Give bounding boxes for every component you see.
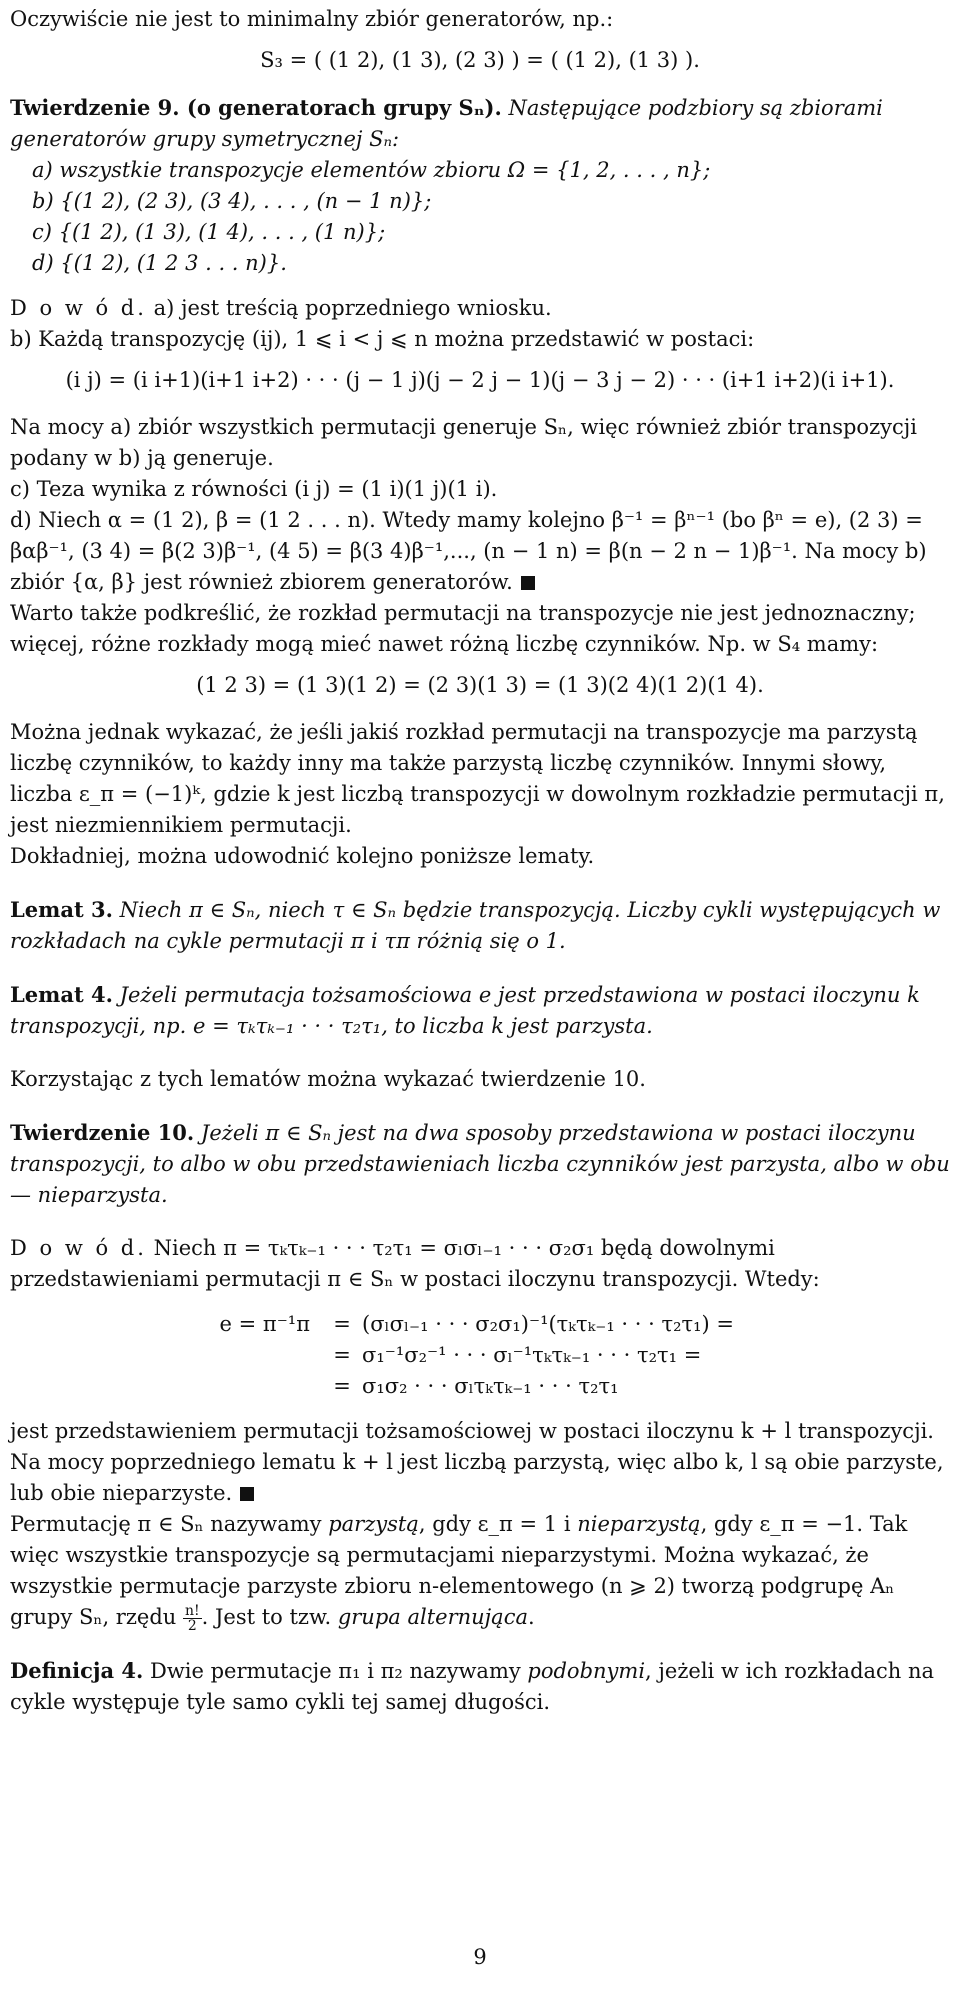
equation-s4: (1 2 3) = (1 3)(1 2) = (2 3)(1 3) = (1 3)(2 4)(1 2)(1 4). [196,673,764,697]
lemma-3 [10,894,950,957]
theorem-9 [10,92,950,155]
lemma-4-text: Jeżeli permutacja tożsamościowa e jest przedstawiona w postaci iloczynu k transpozycji, np. e = τₖτₖ₋₁ · · · τ₂τ₁, to liczba k jest parzysta. [10,983,920,1038]
remark-text: Warto także podkreślić, że rozkład permutacji na transpozycje nie jest jednoznaczny; więcej, różne rozkłady mogą mieć nawet różną liczbę czynników. Np. w S₄ mamy: [10,601,916,656]
fraction-denominator: 2 [187,1618,197,1634]
equation-row [160,1309,950,1340]
equals-sign: = [333,1343,351,1367]
proof-2-equation-array [160,1309,950,1402]
proof-1-line-a [10,293,950,324]
alternating-group-term: grupa alternująca [337,1605,528,1629]
theorem-9-item-d: d) {(1 2), (1 2 3 . . . n)}. [32,251,287,275]
proof-2 [10,1233,950,1295]
fraction-numerator: n! [184,1603,200,1619]
theorem-9-item-a: a) wszystkie transpozycje elementów zbioru Ω = {1, 2, . . . , n}; [32,158,711,182]
proof-2-label: D o w ó d. [10,1236,147,1260]
theorem-9-text: Następujące podzbiory są zbiorami generatorów grupy symetrycznej Sₙ: [10,96,883,151]
definition-4-text: Dwie permutacje π₁ i π₂ nazywamy [143,1659,528,1683]
lemma-3-text: Niech π ∈ Sₙ, niech τ ∈ Sₙ będzie transpozycją. Liczby cykli występujących w rozkładach na cykle permutacji π i τπ różnią się o 1. [10,898,941,953]
order-fraction [183,1604,202,1633]
parity-definition [10,1509,950,1633]
definition-4 [10,1655,950,1718]
parity-def-text: , gdy ε_π = 1 i [418,1512,578,1536]
page-number: 9 [473,1945,487,1969]
parity-def-text: . Jest to tzw. [201,1605,338,1629]
equation-lhs: e = π⁻¹π [219,1312,310,1336]
parity-def-text: , gdy ε_π = −1. Tak więc wszystkie transpozycje są permutacjami nieparzystymi. Można wykazać, że wszystkie permutacje parzyste zbioru n-elementowego (n ⩾ 2) tworzą podgrupę Aₙ grupy Sₙ, rzędu [10,1512,908,1629]
proof-2-after [10,1416,950,1509]
lemma-4 [10,979,950,1042]
parity-def-text: Permutację π ∈ Sₙ nazywamy [10,1512,329,1536]
parity-def-text: . [527,1605,535,1629]
theorem-10-label: Twierdzenie 10. [10,1120,195,1145]
theorem-9-label: Twierdzenie 9. (o generatorach grupy Sₙ). [10,95,502,120]
proof-2-after-text: jest przedstawieniem permutacji tożsamościowej w postaci iloczynu k + l transpozycji. Na mocy poprzedniego lematu k + l jest liczbą parzystą, więc albo k, l są obie parzyste, lub obie nieparzyste. [10,1419,944,1505]
lemma-4-label: Lemat 4. [10,982,113,1007]
equals-sign: = [333,1312,351,1336]
odd-term: nieparzystą [577,1512,701,1536]
proof-1-line-d [10,505,950,598]
parity-paragraph: Można jednak wykazać, że jeśli jakiś rozkład permutacji na transpozycje ma parzystą liczbę czynników, to każdy inny ma także parzystą liczbę czynników. Innymi słowy, liczba ε_π = (−1)ᵏ, gdzie k jest liczbą transpozycji w dowolnym rozkładzie permutacji π, jest niezmiennikiem permutacji. [10,720,945,837]
equation-rhs: σ₁⁻¹σ₂⁻¹ · · · σₗ⁻¹τₖτₖ₋₁ · · · τ₂τ₁ = [362,1343,702,1367]
similar-term: podobnymi [527,1659,646,1683]
definition-4-text: , jeżeli w ich rozkładach na cykle występuje tyle samo cykli tej samej długości. [10,1659,935,1714]
proof-2-text: Niech π = τₖτₖ₋₁ · · · τ₂τ₁ = σₗσₗ₋₁ · · · σ₂σ₁ będą dowolnymi przedstawieniami permutacji π ∈ Sₙ w postaci iloczynu transpozycji. Wtedy: [10,1236,820,1291]
precise-text: Dokładniej, można udowodnić kolejno poniższe lematy. [10,844,595,868]
theorem-9-item-b: b) {(1 2), (2 3), (3 4), . . . , (n − 1 n)}; [32,189,432,213]
equation-rhs: σ₁σ₂ · · · σₗτₖτₖ₋₁ · · · τ₂τ₁ [362,1374,619,1398]
proof-1-after: Na mocy a) zbiór wszystkich permutacji generuje Sₙ, więc również zbiór transpozycji podany w b) ją generuje. [10,415,917,470]
equation-row [160,1371,950,1402]
definition-4-label: Definicja 4. [10,1658,144,1683]
proof-1-line-d-text: d) Niech α = (1 2), β = (1 2 . . . n). Wtedy mamy kolejno β⁻¹ = βⁿ⁻¹ (bo βⁿ = e), (2 3) = βαβ⁻¹, (3 4) = β(2 3)β⁻¹, (4 5) = β(3 4)β⁻¹,..., (n − 1 n) = β(n − 2 n − 1)β⁻¹. Na mocy b) zbiór {α, β} jest również zbiorem generatorów. [10,508,927,594]
proof-1-display-equation: (i j) = (i i+1)(i+1 i+2) · · · (j − 1 j)(j − 2 j − 1)(j − 3 j − 2) · · · (i+1 i+2)(i i+1). [65,368,895,392]
proof-1-line-c: c) Teza wynika z równości (i j) = (1 i)(1 j)(1 i). [10,477,498,501]
proof-1-label: D o w ó d. [10,296,147,320]
using-lemmas-text: Korzystając z tych lematów można wykazać twierdzenie 10. [10,1067,646,1091]
theorem-10-text: Jeżeli π ∈ Sₙ jest na dwa sposoby przedstawiona w postaci iloczynu transpozycji, to albo w obu przedstawieniach liczba czynników jest parzysta, albo w obu — nieparzysta. [10,1121,950,1207]
theorem-9-item-c: c) {(1 2), (1 3), (1 4), . . . , (1 n)}; [32,220,386,244]
equals-sign: = [333,1374,351,1398]
theorem-10 [10,1117,950,1211]
equation-rhs: (σₗσₗ₋₁ · · · σ₂σ₁)⁻¹(τₖτₖ₋₁ · · · τ₂τ₁) = [362,1312,735,1336]
lemma-3-label: Lemat 3. [10,897,113,922]
qed-square-icon [240,1487,254,1501]
equation-row [160,1340,950,1371]
intro-text: Oczywiście nie jest to minimalny zbiór generatorów, np.: [10,7,614,31]
qed-square-icon [521,576,535,590]
proof-1-line-b: b) Każdą transpozycję (ij), 1 ⩽ i < j ⩽ n można przedstawić w postaci: [10,327,755,351]
proof-1-a-text: a) jest treścią poprzedniego wniosku. [153,296,552,320]
even-term: parzystą [328,1512,419,1536]
equation-s3: S₃ = ( (1 2), (1 3), (2 3) ) = ( (1 2), (1 3) ). [260,48,700,72]
